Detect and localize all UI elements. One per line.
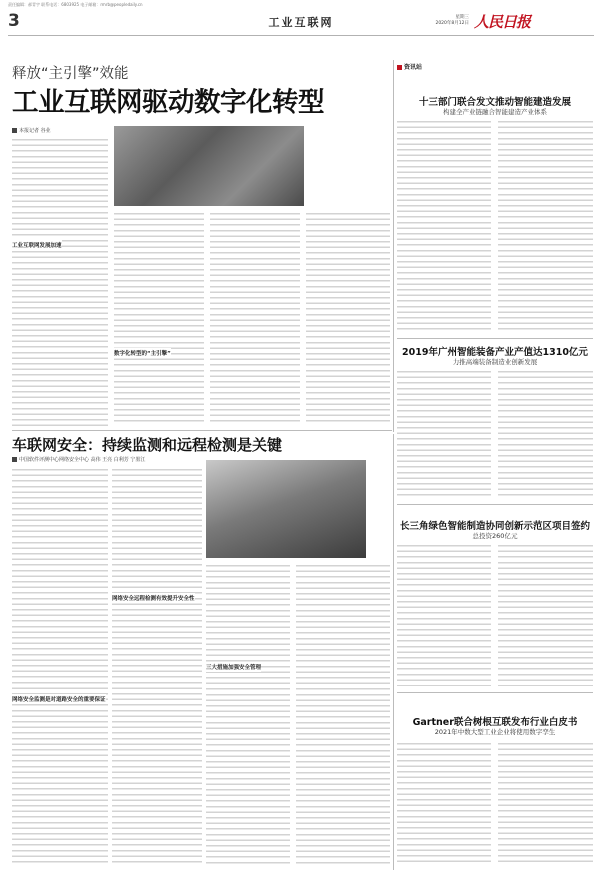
story-divider xyxy=(12,430,392,431)
lead-subhead-2: 数字化转型的“主引擎” xyxy=(114,348,171,358)
sidebar-item-4-subtitle: 2021年中数大型工业企业将使用数字孪生 xyxy=(434,728,556,736)
section-title: 工业互联网 xyxy=(268,16,334,29)
lead-column-1 xyxy=(12,136,108,426)
sidebar-divider-3 xyxy=(397,692,593,693)
sidebar-item-2-col-1 xyxy=(397,368,491,498)
second-column-4 xyxy=(296,562,390,866)
second-subhead-3: 三大措施加强安全管理 xyxy=(206,662,261,672)
lead-photo xyxy=(114,126,304,206)
lead-column-3 xyxy=(210,210,300,426)
issue-date: 2020年8月12日 xyxy=(435,21,469,26)
sidebar-item-3-title: 长三角绿色智能制造协同创新示范区项目签约 xyxy=(399,521,590,532)
sidebar-divider-2 xyxy=(397,504,593,505)
column-divider-lower xyxy=(393,434,394,870)
second-subhead-2: 网络安全远程检测有效提升安全性 xyxy=(112,593,195,603)
sidebar-item-4-col-2 xyxy=(498,740,593,866)
second-subhead-1: 网络安全监测是对道路安全的重要保证 xyxy=(12,694,106,704)
lead-byline: 本报记者 谷业 xyxy=(12,127,51,134)
second-photo xyxy=(206,460,366,558)
weekday: 星期三 xyxy=(455,15,469,20)
sidebar-item-4-col-1 xyxy=(397,740,491,866)
sidebar-item-1-subtitle: 构建全产业链融合智能建造产业体系 xyxy=(443,108,547,116)
lead-kicker: 释放“主引擎”效能 xyxy=(12,66,129,82)
sidebar-item-1-col-1 xyxy=(397,118,491,332)
lead-column-2 xyxy=(114,210,204,426)
sidebar-item-1-title: 十三部门联合发文推动智能建造发展 xyxy=(418,97,571,108)
page-header xyxy=(8,10,594,36)
sidebar-item-3-col-2 xyxy=(498,542,593,686)
second-column-2 xyxy=(112,466,202,866)
sidebar-item-2-col-2 xyxy=(498,368,593,498)
lead-subhead-1: 工业互联网发展加速 xyxy=(12,240,62,250)
sidebar-item-2-subtitle: 力推高端装备制造业创新发展 xyxy=(452,358,538,366)
sidebar-item-3-col-1 xyxy=(397,542,491,686)
second-column-1 xyxy=(12,466,108,866)
sidebar-item-3-subtitle: 总投资260亿元 xyxy=(472,532,518,540)
sidebar-item-1-col-2 xyxy=(498,118,593,332)
second-byline: 中国软件评测中心网络安全中心 高伟 王亮 白利芳 宁墨江 xyxy=(12,456,145,463)
sidebar-tag: 资讯站 xyxy=(397,62,422,71)
sidebar-divider-1 xyxy=(397,338,593,339)
page-number: 3 xyxy=(8,11,20,31)
newspaper-logo: 人民日报 xyxy=(474,13,531,31)
second-column-3 xyxy=(206,562,290,866)
sidebar-item-4-title: Gartner联合树根互联发布行业白皮书 xyxy=(412,717,578,728)
date-block xyxy=(429,15,469,27)
column-divider xyxy=(393,60,394,432)
lead-column-4 xyxy=(306,210,390,426)
lead-headline: 工业互联网驱动数字化转型 xyxy=(12,87,324,118)
top-meta: 责任编辑：郝青宇 联系电话：6803925 电子邮箱：rmrb@peopledaily.cn xyxy=(8,2,143,7)
sidebar-item-2-title: 2019年广州智能装备产业产值达1310亿元 xyxy=(402,347,588,358)
second-headline: 车联网安全：持续监测和远程检测是关键 xyxy=(12,436,283,454)
